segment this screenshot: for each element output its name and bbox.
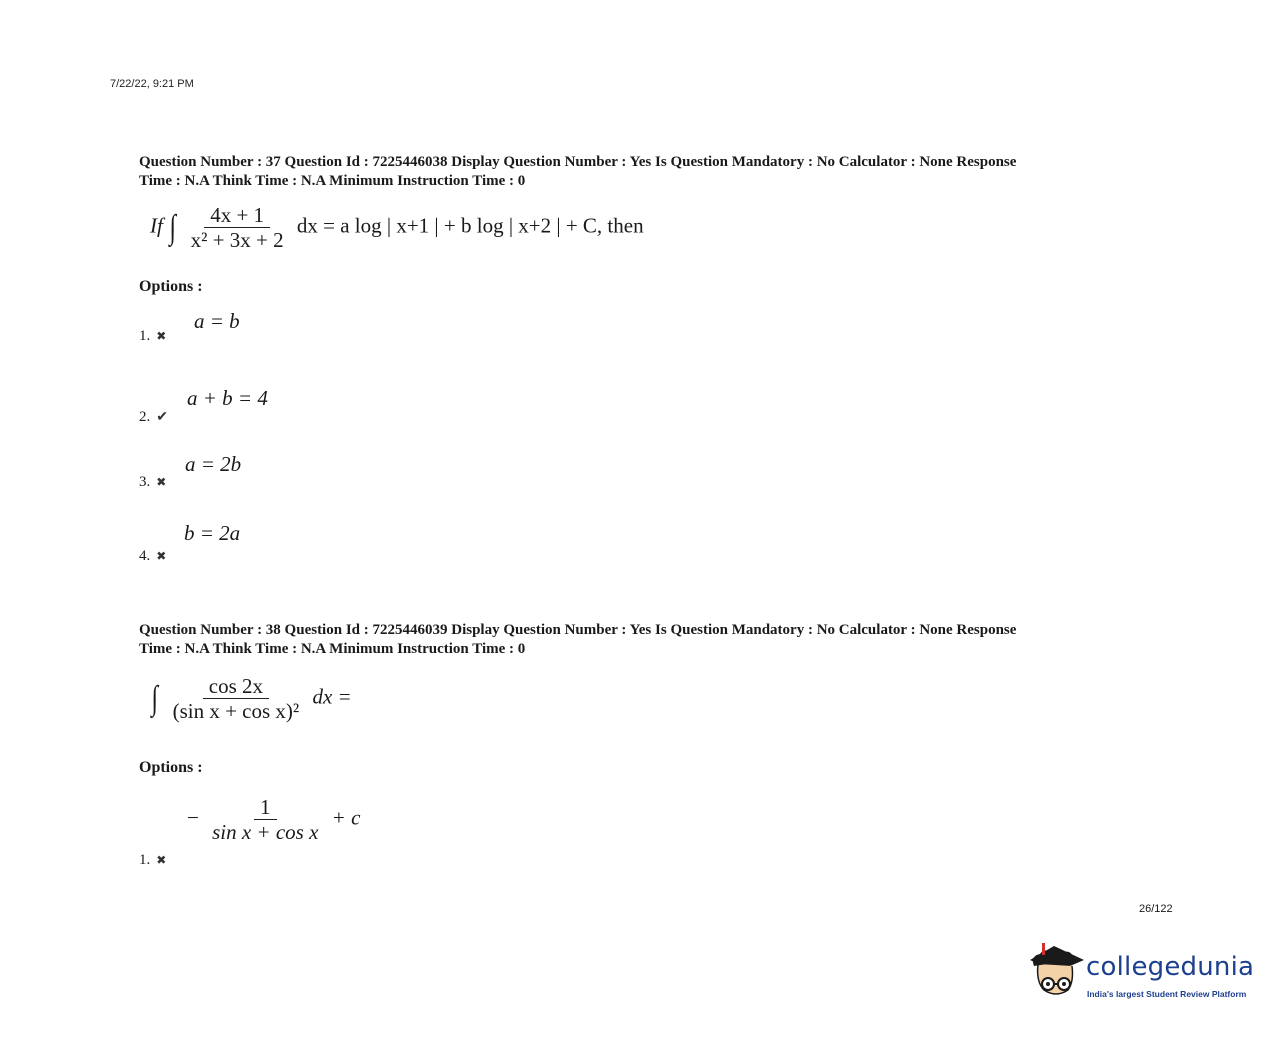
option-1-number — [139, 328, 166, 345]
question-header-line2: Time : N.A Think Time : N.A Minimum Instruction Time : 0 — [139, 173, 526, 189]
option-2-number — [139, 409, 168, 426]
integral-sign: ∫ — [151, 679, 158, 717]
option-4-text: b = 2a — [184, 521, 241, 545]
integral-sign: ∫ — [169, 208, 177, 246]
question-header-line1: Question Number : 37 Question Id : 7225446038 Display Question Number : Yes Is Question Mandatory : No Calculator : None Response — [139, 154, 1017, 170]
cross-icon: ✖ — [156, 549, 167, 563]
option-2-text: a + b = 4 — [187, 386, 268, 410]
question-37-stem — [150, 204, 644, 251]
question-header-line1: Question Number : 38 Question Id : 7225446039 Display Question Number : Yes Is Question Mandatory : No Calculator : None Response — [139, 622, 1017, 638]
cross-icon: ✖ — [156, 853, 167, 867]
option-number: 4. — [139, 548, 151, 564]
mascot-logo-icon — [1024, 938, 1086, 1008]
question-header-line2: Time : N.A Think Time : N.A Minimum Instruction Time : 0 — [139, 641, 526, 657]
stem-rhs: dx = a log | x+1 | + b log | x+2 | + C, then — [296, 213, 644, 238]
option-number: 2. — [139, 409, 151, 425]
brand-name: collegedunia — [1086, 952, 1255, 982]
option-fraction — [206, 796, 324, 843]
stem-numerator: cos 2x — [203, 675, 269, 699]
option-number: 3. — [139, 474, 151, 490]
option-suffix: + c — [331, 805, 361, 830]
question-38-header — [139, 621, 1169, 659]
cross-icon: ✖ — [156, 475, 167, 489]
option-3-text: a = 2b — [185, 452, 242, 476]
option-denominator: sin x + cos x — [212, 820, 319, 844]
stem-prefix: If — [150, 213, 163, 238]
page-number: 26/122 — [1139, 903, 1173, 915]
option-4-number — [139, 548, 166, 565]
stem-rhs: dx = — [312, 684, 352, 709]
option-1-text — [187, 796, 360, 843]
stem-denominator: (sin x + cos x)² — [172, 699, 300, 723]
option-number: 1. — [139, 852, 151, 868]
check-icon: ✔ — [156, 410, 168, 425]
options-label: Options : — [139, 759, 203, 776]
stem-fraction — [167, 675, 306, 722]
stem-denominator: x² + 3x + 2 — [190, 228, 284, 252]
options-label: Options : — [139, 278, 203, 295]
question-37-header — [139, 153, 1169, 191]
option-3-number — [139, 474, 166, 491]
option-numerator: 1 — [254, 796, 277, 820]
option-number: 1. — [139, 328, 151, 344]
option-1-number — [139, 852, 166, 869]
cross-icon: ✖ — [156, 329, 167, 343]
brand-tagline: India's largest Student Review Platform — [1087, 989, 1247, 999]
question-38-stem — [150, 675, 352, 722]
stem-fraction — [185, 204, 290, 251]
option-sign: − — [187, 805, 199, 830]
stem-numerator: 4x + 1 — [204, 204, 270, 228]
print-timestamp: 7/22/22, 9:21 PM — [110, 78, 194, 90]
option-1-text: a = b — [194, 309, 240, 333]
